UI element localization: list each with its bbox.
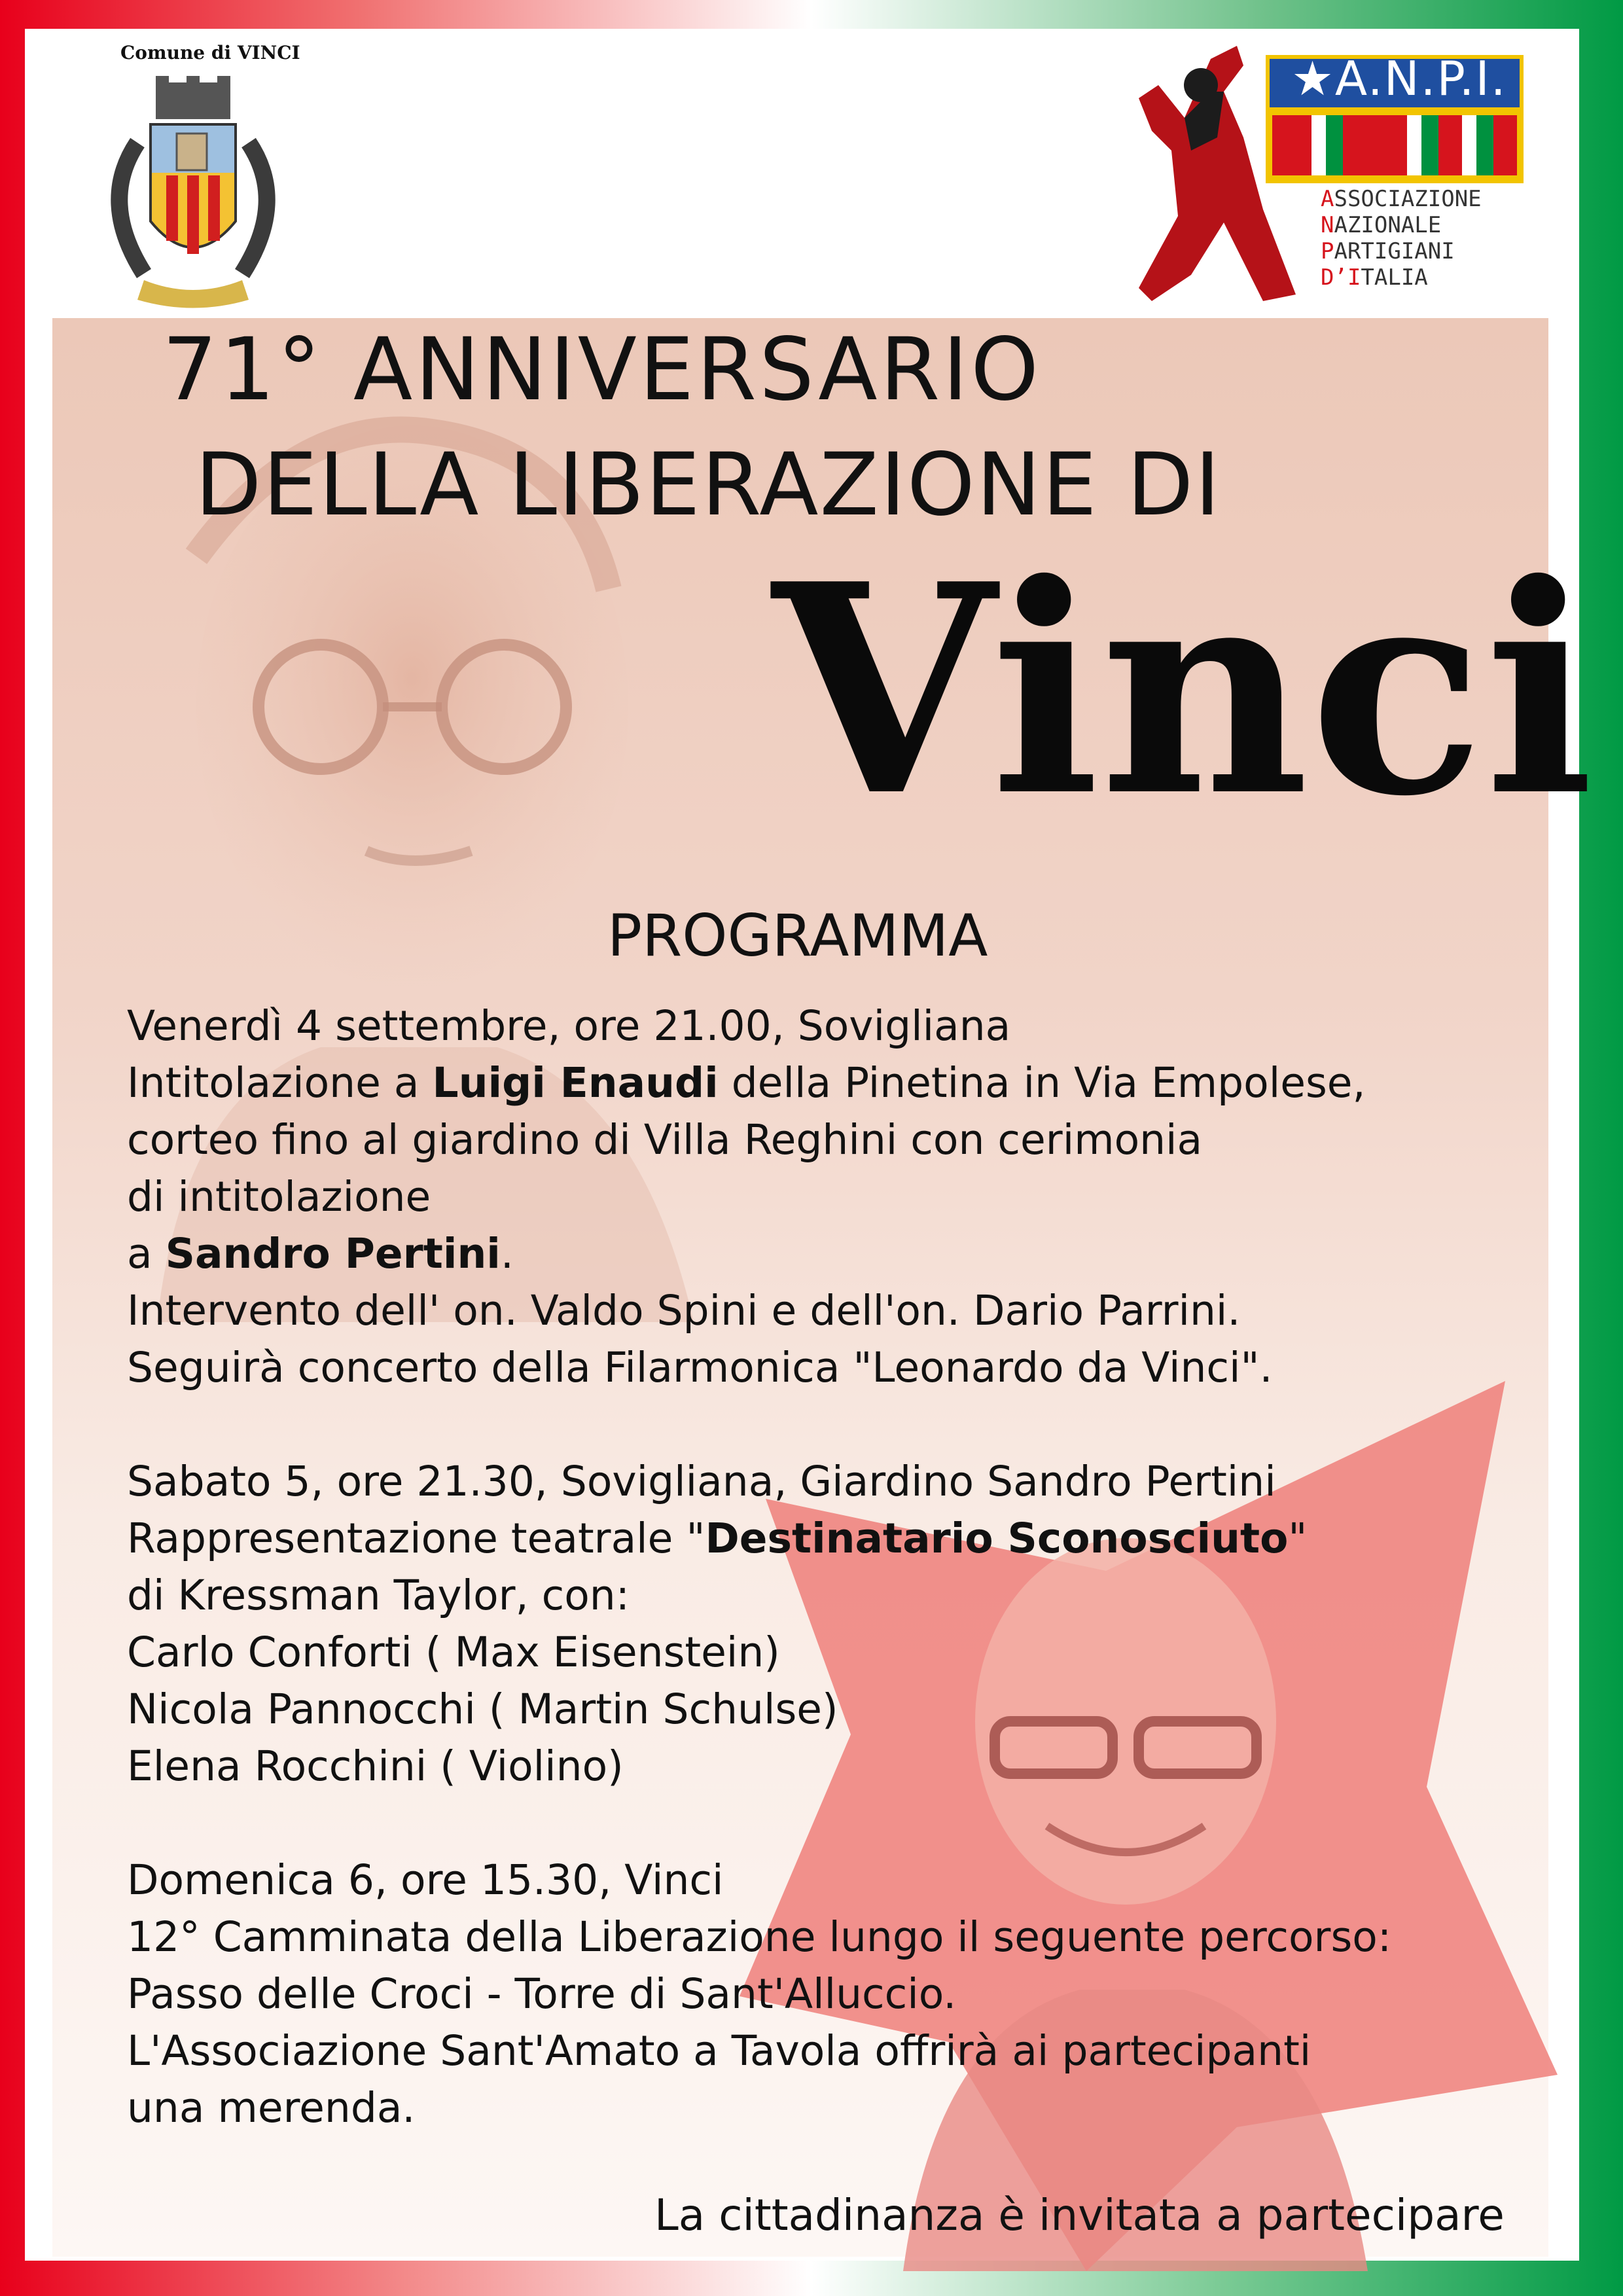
saturday-line: Carlo Conforti ( Max Eisenstein) xyxy=(127,1628,780,1676)
title-line-1: 71° ANNIVERSARIO xyxy=(162,319,1042,420)
anpi-line: D’ITALIA xyxy=(1321,264,1428,291)
title-line-2: DELLA LIBERAZIONE DI xyxy=(195,435,1222,535)
sunday-line: 12° Camminata della Liberazione lungo il seguente percorso: xyxy=(127,1913,1392,1961)
friday-line: di intitolazione xyxy=(127,1173,431,1221)
anpi-line: ASSOCIAZIONE xyxy=(1321,186,1482,212)
invitation-footer: La cittadinanza è invitata a partecipare xyxy=(654,2190,1505,2240)
sunday-line: una merenda. xyxy=(127,2084,416,2132)
saturday-line: Rappresentazione teatrale "Destinatario Sconosciuto" xyxy=(127,1515,1308,1562)
sunday-date: Domenica 6, ore 15.30, Vinci xyxy=(127,1856,724,1904)
friday-line: a Sandro Pertini. xyxy=(127,1230,514,1278)
saturday-line: di Kressman Taylor, con: xyxy=(127,1571,630,1619)
friday-line: Seguirà concerto della Filarmonica "Leonardo da Vinci". xyxy=(127,1344,1273,1391)
saturday-date: Sabato 5, ore 21.30, Sovigliana, Giardino Sandro Pertini xyxy=(127,1458,1276,1505)
anpi-line: NAZIONALE xyxy=(1321,212,1442,238)
programma-heading: PROGRAMMA xyxy=(607,902,988,969)
sunday-line: Passo delle Croci - Torre di Sant'Alluccio. xyxy=(127,1970,957,2018)
anpi-logo-text: ★A.N.P.I. xyxy=(1291,51,1507,106)
saturday-line: Nicola Pannocchi ( Martin Schulse) xyxy=(127,1685,838,1733)
town-name-heading: Vinci xyxy=(772,521,1594,859)
saturday-line: Elena Rocchini ( Violino) xyxy=(127,1742,624,1790)
anpi-line: PARTIGIANI xyxy=(1321,238,1455,264)
sunday-line: L'Associazione Sant'Amato a Tavola offrirà ai partecipanti xyxy=(127,2027,1311,2075)
comune-coat-of-arms-icon xyxy=(98,71,288,313)
comune-label: Comune di VINCI xyxy=(120,42,300,63)
friday-date: Venerdì 4 settembre, ore 21.00, Sovigliana xyxy=(127,1002,1011,1050)
anpi-full-name xyxy=(1321,186,1482,291)
friday-line: Intitolazione a Luigi Enaudi della Pinetina in Via Empolese, xyxy=(127,1059,1366,1107)
program-body xyxy=(127,997,1534,2136)
friday-line: Intervento dell' on. Valdo Spini e dell'on. Dario Parrini. xyxy=(127,1287,1241,1335)
friday-line: corteo fino al giardino di Villa Reghini con cerimonia xyxy=(127,1116,1203,1164)
